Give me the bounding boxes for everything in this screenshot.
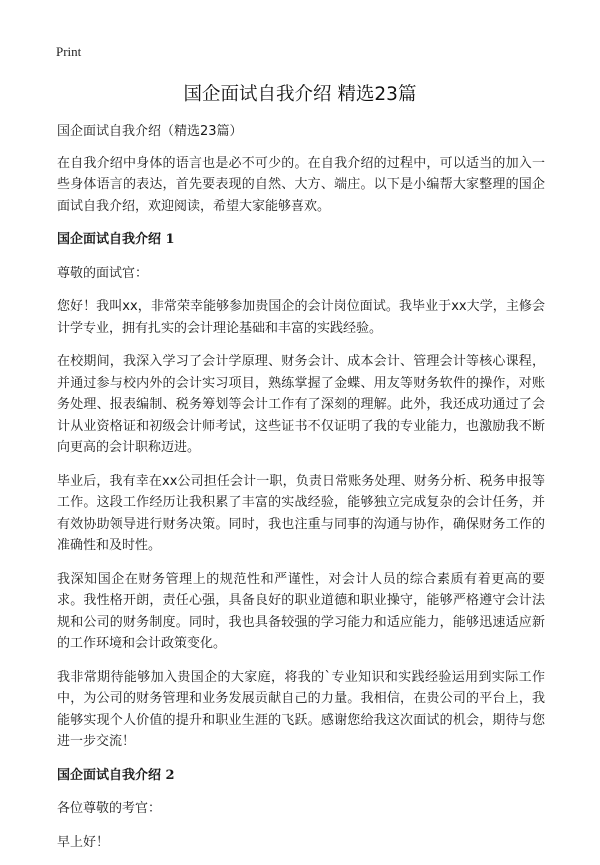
page-title: 国企面试自我介绍 精选23篇 [183,84,417,105]
section2-greeting: 各位尊敬的考官： [57,801,162,816]
print-label: Print [56,44,82,59]
document-subtitle: 国企面试自我介绍（精选23篇） [57,124,243,139]
intro-paragraph: 在自我介绍中身体的语言也是必不可少的。在自我介绍的过程中，可以适当的加入一些身体语言的表达，首先要表现的自然、大方、端庄。以下是小编帮大家整理的国企面试自我介绍，欢迎阅读，希望大家能够喜欢。 [57,155,545,214]
section2-opening: 早上好！ [57,834,110,850]
section1-greeting: 尊敬的面试官： [57,265,149,281]
section-heading-1: 国企面试自我介绍 1 [57,232,175,247]
section1-paragraph-3: 毕业后，我有幸在xx公司担任会计一职，负责日常账务处理、财务分析、税务申报等工作。这段工作经历让我积累了丰富的实战经验，能够独立完成复杂的会计任务，并有效协助领导进行财务决策。同时，我也注重与同事的沟通与协作，确保财务工作的准确性和及时性。 [57,473,545,553]
section1-paragraph-5: 我非常期待能够加入贵国企的大家庭，将我的`专业知识和实践经验运用到实际工作中，为公司的财务管理和业务发展贡献自己的力量。我相信，在贵公司的平台上，我能够实现个人价值的提升和职业生涯的飞跃。感谢您给我这次面试的机会，期待与您进一步交流！ [57,669,545,749]
section1-paragraph-4: 我深知国企在财务管理上的规范性和严谨性，对会计人员的综合素质有着更高的要求。我性格开朗，责任心强，具备良好的职业道德和职业操守，能够严格遵守会计法规和公司的财务制度。同时，我也具备较强的学习能力和适应能力，能够迅速适应新的工作环境和会计政策变化。 [57,571,545,651]
document-body [57,121,545,865]
section1-paragraph-1: 您好！我叫xx，非常荣幸能够参加贵国企的会计岗位面试。我毕业于xx大学，主修会计学专业，拥有扎实的会计理论基础和丰富的实践经验。 [57,299,545,336]
section1-paragraph-2: 在校期间，我深入学习了会计学原理、财务会计、成本会计、管理会计等核心课程，并通过参与校内外的会计实习项目，熟练掌握了金蝶、用友等财务软件的操作，对账务处理、报表编制、税务筹划等会计工作有了深刻的理解。此外，我还成功通过了会计从业资格证和初级会计师考试，这些证书不仅证明了我的专业能力，也激励我不断向更高的会计职称迈进。 [57,354,545,455]
section-heading-2: 国企面试自我介绍 2 [57,767,175,783]
